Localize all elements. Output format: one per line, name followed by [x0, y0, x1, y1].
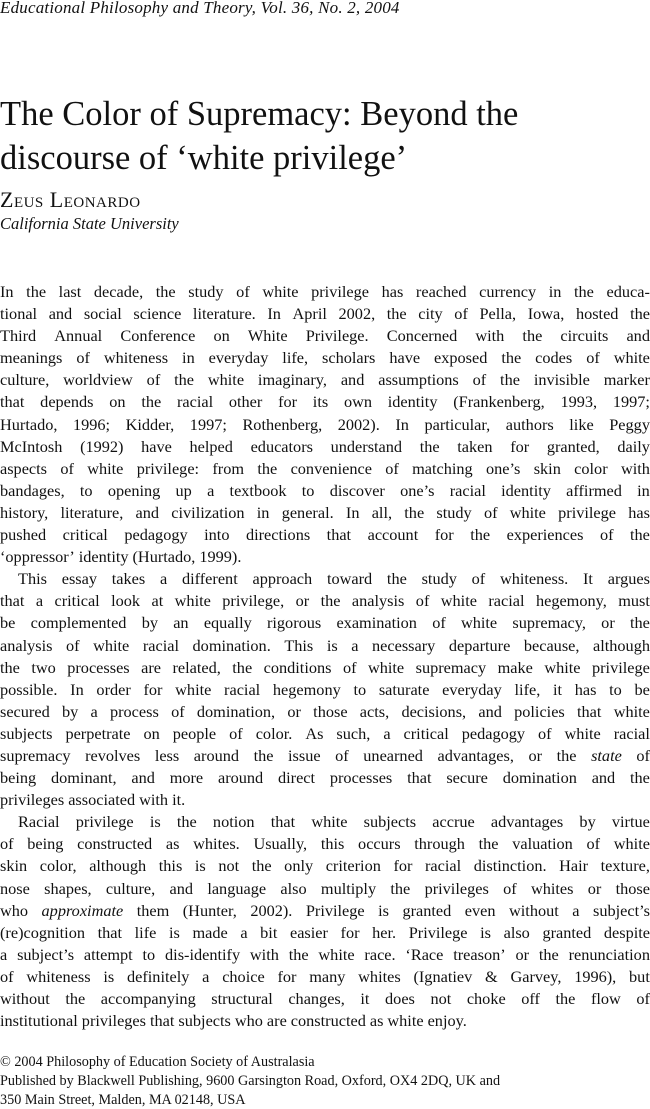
body-text-line: secured by a process of domination, or those acts, decisions, and policies that white [0, 701, 650, 721]
body-text-line: a subject’s attempt to dis-identify with the white race. ‘Race treason’ or the renunciation [0, 944, 650, 964]
body-text-line: be complemented by an equally rigorous examination of white supremacy, or the [0, 613, 650, 633]
footer-line: Published by Blackwell Publishing, 9600 Garsington Road, Oxford, OX4 2DQ, UK and [0, 1072, 501, 1089]
body-text-line: pushed critical pedagogy into directions that account for the experiences of the [0, 525, 650, 545]
journal-header: Educational Philosophy and Theory, Vol. 36, No. 2, 2004 [0, 0, 400, 17]
body-text-line: skin color, although this is not the only criterion for racial distinction. Hair texture, [0, 856, 650, 876]
body-text-line: history, literature, and civilization in general. In all, the study of white privilege has [0, 502, 650, 522]
body-text-line: (re)cognition that life is made a bit easier for her. Privilege is also granted despite [0, 922, 650, 942]
body-text-line: of being constructed as whites. Usually, this occurs through the valuation of white [0, 834, 650, 854]
footer-line: 350 Main Street, Malden, MA 02148, USA [0, 1091, 246, 1108]
body-text-line: who approximate them (Hunter, 2002). Privilege is granted even without a subject’s [0, 900, 650, 920]
body-text-line: In the last decade, the study of white privilege has reached currency in the educa- [0, 282, 650, 301]
body-text-line: supremacy revolves less around the issue of unearned advantages, or the state of [0, 745, 650, 765]
body-text-line: aspects of white privilege: from the convenience of matching one’s skin color with [0, 458, 650, 478]
body-text-line: institutional privileges that subjects who are constructed as white enjoy. [0, 1011, 467, 1031]
body-text-line: Third Annual Conference on White Privilege. Concerned with the circuits and [0, 326, 650, 346]
body-text-line: ‘oppressor’ identity (Hurtado, 1999). [0, 547, 242, 567]
body-text-line: that depends on the racial other for its own identity (Frankenberg, 1993, 1997; [0, 392, 650, 412]
body-text-line: meanings of whiteness in everyday life, scholars have exposed the codes of white [0, 348, 650, 368]
article-title [0, 92, 650, 180]
body-text-line: privileges associated with it. [0, 790, 186, 810]
body-text-line: of whiteness is definitely a choice for many whites (Ignatiev & Garvey, 1996), but [0, 966, 650, 986]
author-name: Zeus Leonardo [0, 187, 141, 212]
body-text-line: nose shapes, culture, and language also multiply the privileges of whites or those [0, 878, 650, 898]
copyright-footer [0, 1053, 500, 1109]
footer-line: © 2004 Philosophy of Education Society of Australasia [0, 1054, 315, 1070]
body-text-line: tional and social science literature. In April 2002, the city of Pella, Iowa, hosted the [0, 304, 650, 324]
body-text-line: Hurtado, 1996; Kidder, 1997; Rothenberg, 2002). In particular, authors like Peggy [0, 414, 650, 434]
body-text-line: the two processes are related, the conditions of white supremacy make white privilege [0, 657, 650, 677]
article-title-line: The Color of Supremacy: Beyond the [0, 95, 519, 133]
body-text-line: possible. In order for white racial hegemony to saturate everyday life, it has to be [0, 679, 650, 699]
body-text-line: without the accompanying structural changes, it does not choke off the flow of [0, 989, 650, 1008]
body-text-line: subjects perpetrate on people of color. As such, a critical pedagogy of white racial [0, 723, 650, 743]
article-title-line: discourse of ‘white privilege’ [0, 139, 408, 177]
article-body [0, 281, 650, 1032]
body-text-line: culture, worldview of the white imaginary, and assumptions of the invisible marker [0, 370, 650, 390]
author-affiliation: California State University [0, 214, 179, 233]
body-text-line: bandages, to opening up a textbook to discover one’s racial identity affirmed in [0, 480, 650, 500]
body-text-line: analysis of white racial domination. This is a necessary departure because, although [0, 635, 650, 655]
body-text-line: being dominant, and more around direct processes that secure domination and the [0, 768, 650, 788]
body-text-line: Racial privilege is the notion that white subjects accrue advantages by virtue [18, 812, 650, 832]
body-text-line: This essay takes a different approach toward the study of whiteness. It argues [18, 569, 650, 589]
body-text-line: that a critical look at white privilege, or the analysis of white racial hegemony, must [0, 591, 650, 611]
body-text-line: McIntosh (1992) have helped educators understand the taken for granted, daily [0, 436, 650, 456]
